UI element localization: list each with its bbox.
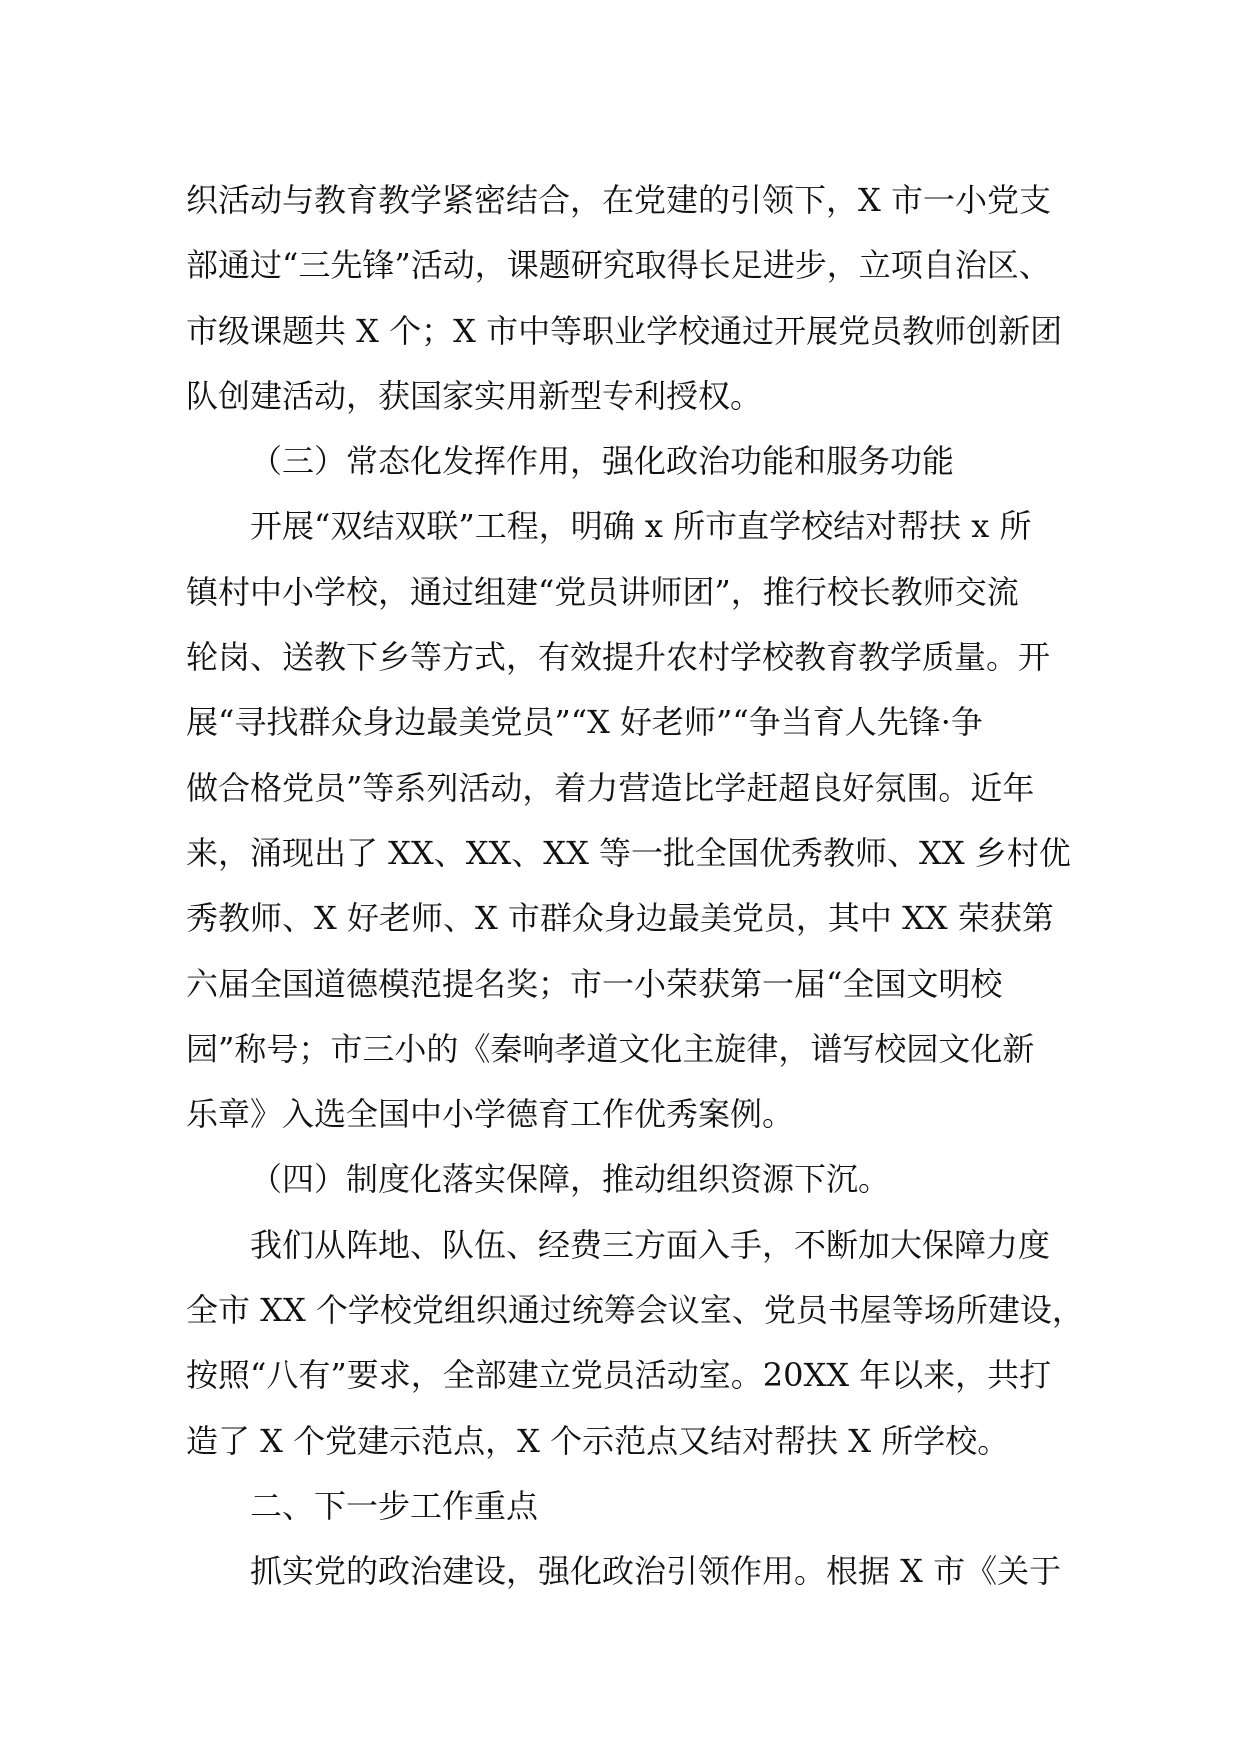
paragraph-line: 队创建活动，获国家实用新型专利授权。 — [186, 376, 763, 415]
paragraph-line: 造了 X 个党建示范点，X 个示范点又结对帮扶 X 所学校。 — [186, 1421, 1010, 1460]
paragraph-line: 来，涌现出了 XX、XX、XX 等一批全国优秀教师、XX 乡村优 — [186, 833, 1071, 872]
paragraph-line: 我们从阵地、队伍、经费三方面入手，不断加大保障力度 — [250, 1225, 1051, 1264]
section-heading-3: （三）常态化发挥作用，强化政治功能和服务功能 — [250, 442, 955, 481]
paragraph-line: 乐章》入选全国中小学德育工作优秀案例。 — [186, 1095, 795, 1134]
paragraph-line: 秀教师、X 好老师、X 市群众身边最美党员，其中 XX 荣获第 — [186, 899, 1054, 938]
paragraph-line: 抓实党的政治建设，强化政治引领作用。根据 X 市《关于 — [250, 1552, 1062, 1591]
paragraph-line: 开展“双结双联”工程，明确 x 所市直学校结对帮扶 x 所 — [250, 507, 1032, 546]
paragraph-line: 六届全国道德模范提名奖；市一小荣获第一届“全国文明校 — [186, 964, 1003, 1003]
paragraph-line: 织活动与教育教学紧密结合，在党建的引领下，X 市一小党支 — [186, 181, 1051, 219]
paragraph-line: 部通过“三先锋”活动，课题研究取得长足进步，立项自治区、 — [186, 246, 1051, 285]
paragraph-line: 做合格党员”等系列活动，着力营造比学赶超良好氛围。近年 — [186, 768, 1035, 807]
paragraph-line: 全市 XX 个学校党组织通过统筹会议室、党员书屋等场所建设， — [186, 1291, 1084, 1330]
document-body — [186, 168, 1082, 1605]
paragraph-line: 展“寻找群众身边最美党员”“X 好老师”“争当育人先锋·争 — [186, 703, 983, 742]
section-heading-2: 二、下一步工作重点 — [250, 1486, 539, 1525]
paragraph-line: 园”称号；市三小的《秦响孝道文化主旋律，谱写校园文化新 — [186, 1029, 1035, 1068]
section-heading-4: （四）制度化落实保障，推动组织资源下沉。 — [250, 1160, 891, 1199]
paragraph-line: 按照“八有”要求，全部建立党员活动室。20XX 年以来，共打 — [186, 1356, 1052, 1395]
paragraph-line: 市级课题共 X 个；X 市中等职业学校通过开展党员教师创新团 — [186, 311, 1063, 350]
paragraph-line: 轮岗、送教下乡等方式，有效提升农村学校教育教学质量。开 — [186, 638, 1051, 677]
paragraph-line: 镇村中小学校，通过组建“党员讲师团”，推行校长教师交流 — [186, 572, 1019, 611]
